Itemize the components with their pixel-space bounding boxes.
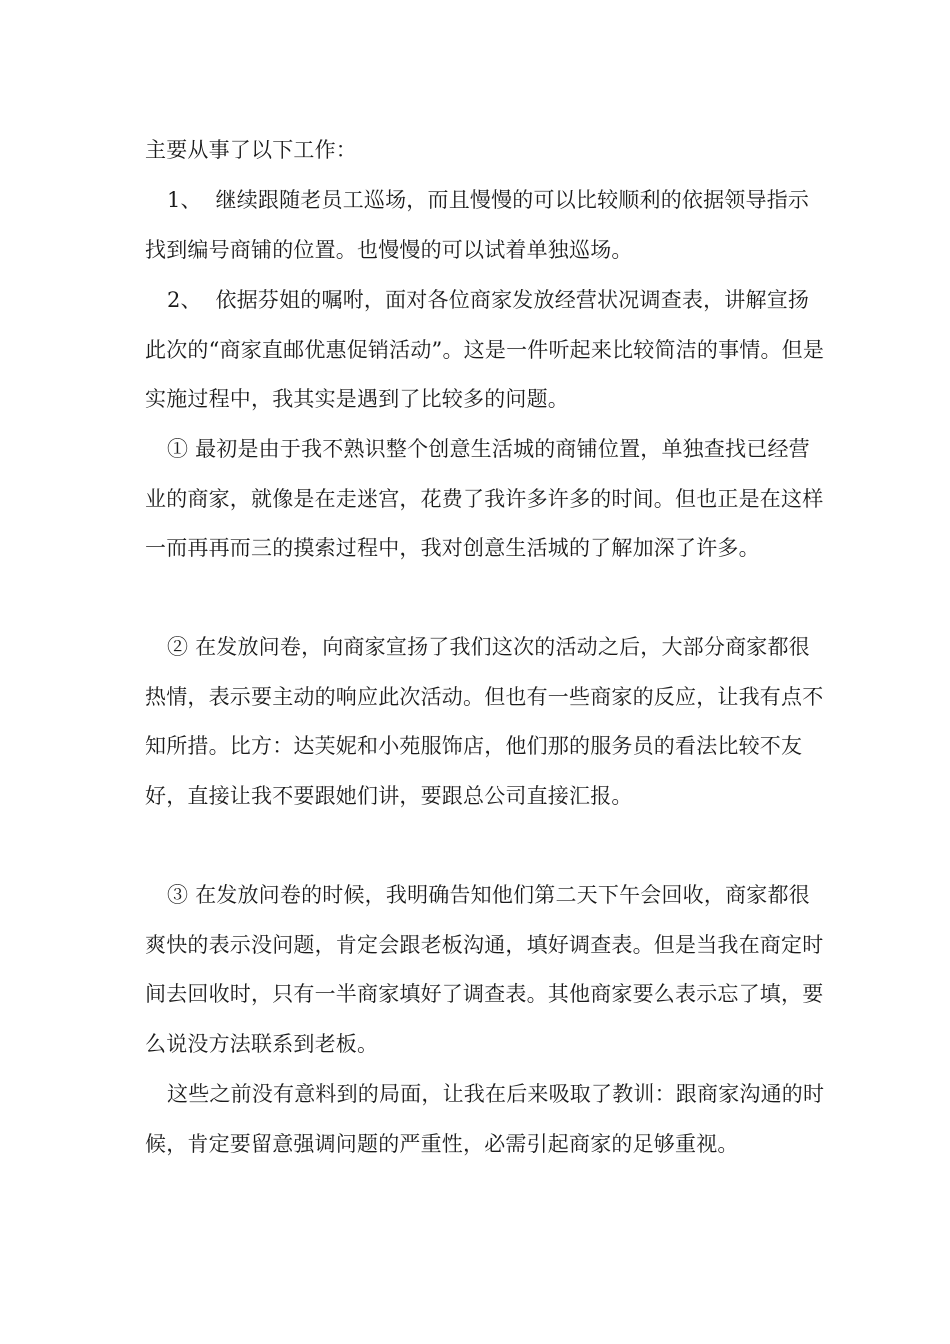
- item-2-block: [145, 276, 825, 425]
- item-1-block: [145, 176, 825, 275]
- point-2-block: [145, 623, 825, 821]
- conclusion-block: [145, 1070, 825, 1169]
- problem-point-2: ② 在发放问卷，向商家宣扬了我们这次的活动之后，大部分商家都很热情，表示要主动的响应此次活动。但也有一些商家的反应，让我有点不知所措。比方：达芙妮和小苑服饰店，他们那的服务员的看法比较不友好，直接让我不要跟她们讲，要跟总公司直接汇报。: [145, 635, 824, 808]
- intro-block: [145, 126, 825, 176]
- point-1-block: [145, 425, 825, 574]
- work-item-1: 1、 继续跟随老员工巡场，而且慢慢的可以比较顺利的依据领导指示找到编号商铺的位置。也慢慢的可以试着单独巡场。: [145, 188, 810, 262]
- work-item-2: 2、 依据芬姐的嘱咐，面对各位商家发放经营状况调查表，讲解宣扬此次的“商家直邮优惠促销活动”。这是一件听起来比较简洁的事情。但是实施过程中，我其实是遇到了比较多的问题。: [145, 288, 825, 411]
- point-3-block: [145, 871, 825, 1069]
- conclusion-paragraph: 这些之前没有意料到的局面，让我在后来吸取了教训：跟商家沟通的时候，肯定要留意强调问题的严重性，必需引起商家的足够重视。: [145, 1082, 825, 1156]
- problem-point-3: ③ 在发放问卷的时候，我明确告知他们第二天下午会回收，商家都很爽快的表示没问题，肯定会跟老板沟通，填好调查表。但是当我在商定时间去回收时，只有一半商家填好了调查表。其他商家要么表示忘了填，要么说没方法联系到老板。: [145, 883, 824, 1056]
- problem-point-1: ① 最初是由于我不熟识整个创意生活城的商铺位置，单独查找已经营业的商家，就像是在走迷宫，花费了我许多许多的时间。但也正是在这样一而再再而三的摸索过程中，我对创意生活城的了解加深了许多。: [145, 437, 824, 560]
- intro-paragraph: 主要从事了以下工作：: [145, 138, 357, 162]
